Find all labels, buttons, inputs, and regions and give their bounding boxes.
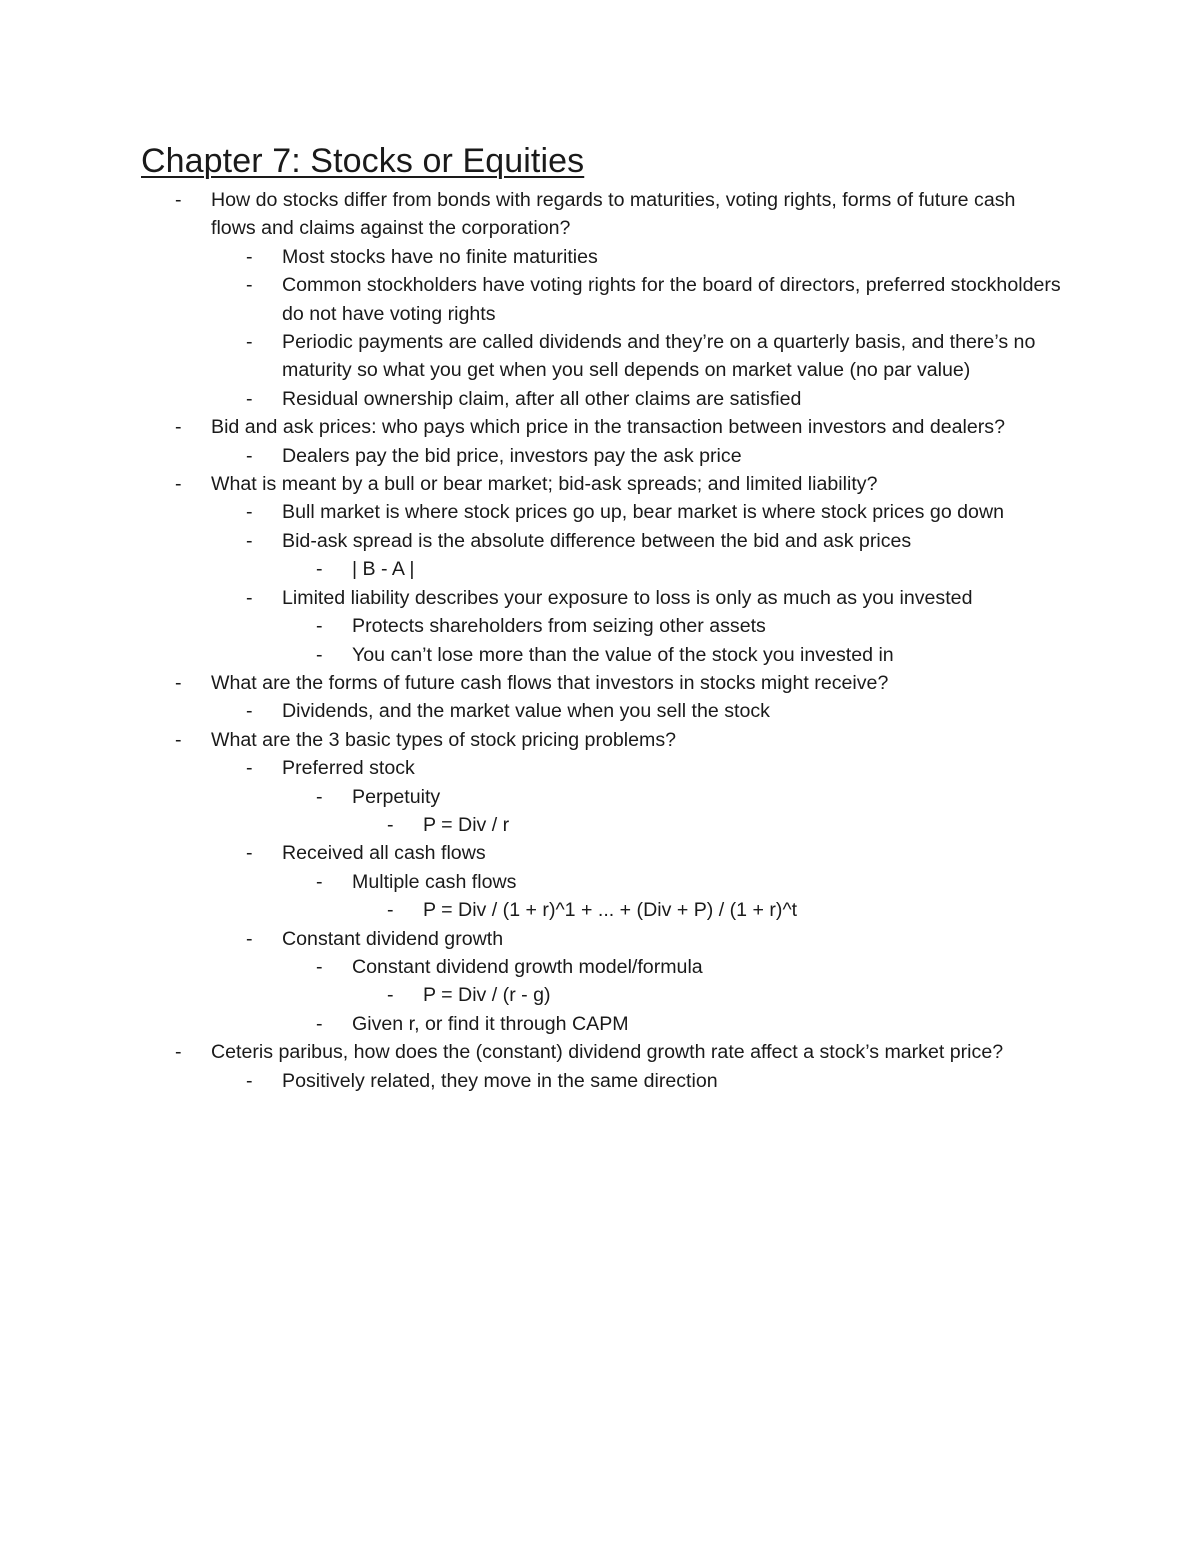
bullet-dash: - <box>246 700 253 723</box>
outline-item-level-4 <box>0 811 1200 839</box>
outline-item-level-2 <box>0 498 1200 526</box>
outline-item-text: Most stocks have no finite maturities <box>282 245 598 268</box>
bullet-dash: - <box>175 473 182 496</box>
bullet-dash: - <box>175 189 182 211</box>
bullet-dash: - <box>316 643 323 666</box>
outline-item-text: Protects shareholders from seizing other assets <box>352 615 766 638</box>
bullet-dash: - <box>246 927 253 950</box>
outline-item-text: Periodic payments are called dividends and they’re on a quarterly basis, and there’s no maturity so what you get when you sell depends on market value (no par value) <box>282 331 1036 382</box>
bullet-dash: - <box>387 984 394 1007</box>
bullet-dash: - <box>387 899 394 922</box>
bullet-dash: - <box>246 501 253 524</box>
outline-item-text: Given r, or find it through CAPM <box>352 1012 629 1035</box>
outline-item-text: Perpetuity <box>352 785 441 808</box>
outline-item-level-2 <box>0 328 1200 385</box>
outline-item-level-3 <box>0 641 1200 669</box>
bullet-dash: - <box>246 387 253 410</box>
outline-item-level-2 <box>0 243 1200 271</box>
bullet-dash: - <box>316 558 323 581</box>
outline-item-text: What are the forms of future cash flows that investors in stocks might receive? <box>211 671 889 694</box>
bullet-dash: - <box>246 274 253 297</box>
page-title: Chapter 7: Stocks or Equities <box>141 142 585 180</box>
outline-item-text: What are the 3 basic types of stock pricing problems? <box>211 728 677 751</box>
outline-item-level-2 <box>0 385 1200 413</box>
bullet-dash: - <box>316 870 323 893</box>
bullet-dash: - <box>246 757 253 780</box>
outline-item-level-4 <box>0 981 1200 1009</box>
outline-item-level-2 <box>0 584 1200 612</box>
outline-item-level-2 <box>0 1067 1200 1095</box>
bullet-dash: - <box>316 955 323 978</box>
outline-item-level-3 <box>0 953 1200 981</box>
bullet-dash: - <box>246 529 253 552</box>
outline-item-level-2 <box>0 754 1200 782</box>
bullet-dash: - <box>316 785 323 808</box>
outline-item-text: Residual ownership claim, after all other claims are satisfied <box>282 387 802 410</box>
outline-item-level-3 <box>0 555 1200 583</box>
outline-item-level-1 <box>0 1038 1200 1066</box>
bullet-dash: - <box>246 245 253 268</box>
outline-item-text: Ceteris paribus, how does the (constant) dividend growth rate affect a stock’s market price? <box>211 1041 1004 1064</box>
bullet-dash: - <box>316 615 323 638</box>
outline-item-text: Dividends, and the market value when you sell the stock <box>282 700 770 723</box>
outline-item-text: Bid and ask prices: who pays which price in the transaction between investors and dealers? <box>211 416 1005 439</box>
outline-item-text: Preferred stock <box>282 757 415 780</box>
bullet-dash: - <box>246 331 253 354</box>
bullet-dash: - <box>246 586 253 609</box>
outline-item-text: Multiple cash flows <box>352 870 517 893</box>
outline-item-level-2 <box>0 839 1200 867</box>
outline-item-level-3 <box>0 612 1200 640</box>
outline-item-level-1 <box>0 186 1200 243</box>
outline-item-level-3 <box>0 783 1200 811</box>
outline-item-level-1 <box>0 413 1200 441</box>
outline-item-text: Limited liability describes your exposure to loss is only as much as you invested <box>282 586 973 609</box>
outline-item-level-2 <box>0 925 1200 953</box>
outline-item-text: Positively related, they move in the same direction <box>282 1069 718 1092</box>
outline-item-text: You can’t lose more than the value of the stock you invested in <box>352 643 894 666</box>
bullet-dash: - <box>246 444 253 467</box>
outline-item-level-3 <box>0 1010 1200 1038</box>
outline-item-level-1 <box>0 669 1200 697</box>
outline-item-level-2 <box>0 271 1200 328</box>
outline-item-level-1 <box>0 726 1200 754</box>
outline-item-text: Bull market is where stock prices go up, bear market is where stock prices go down <box>282 501 1005 524</box>
outline-item-level-1 <box>0 470 1200 498</box>
bullet-dash: - <box>175 416 182 439</box>
outline-item-level-2 <box>0 442 1200 470</box>
bullet-dash: - <box>246 842 253 865</box>
outline-item-text: P = Div / r <box>423 813 510 836</box>
outline-list <box>0 186 1200 1095</box>
outline-item-level-3 <box>0 868 1200 896</box>
bullet-dash: - <box>387 813 394 836</box>
bullet-dash: - <box>175 671 182 694</box>
outline-item-text: Common stockholders have voting rights for the board of directors, preferred stockholders do not have voting rights <box>282 274 1061 325</box>
outline-item-text: Bid-ask spread is the absolute difference between the bid and ask prices <box>282 529 912 552</box>
outline-item-text: What is meant by a bull or bear market; bid-ask spreads; and limited liability? <box>211 473 878 496</box>
outline-item-text: P = Div / (r - g) <box>423 984 551 1007</box>
outline-item-text: | B - A | <box>352 558 415 581</box>
outline-item-text: Constant dividend growth model/formula <box>352 955 703 978</box>
outline-item-text: Constant dividend growth <box>282 927 504 950</box>
bullet-dash: - <box>316 1012 323 1035</box>
bullet-dash: - <box>246 1069 253 1092</box>
outline-item-level-2 <box>0 527 1200 555</box>
bullet-dash: - <box>175 728 182 751</box>
outline-item-text: How do stocks differ from bonds with regards to maturities, voting rights, forms of future cash flows and claims against the corporation? <box>211 189 1016 240</box>
outline-item-text: Received all cash flows <box>282 842 486 865</box>
outline-item-level-4 <box>0 896 1200 924</box>
outline-item-text: Dealers pay the bid price, investors pay the ask price <box>282 444 742 467</box>
outline-item-level-2 <box>0 697 1200 725</box>
bullet-dash: - <box>175 1041 182 1064</box>
outline-item-text: P = Div / (1 + r)^1 + ... + (Div + P) / (1 + r)^t <box>423 899 798 922</box>
